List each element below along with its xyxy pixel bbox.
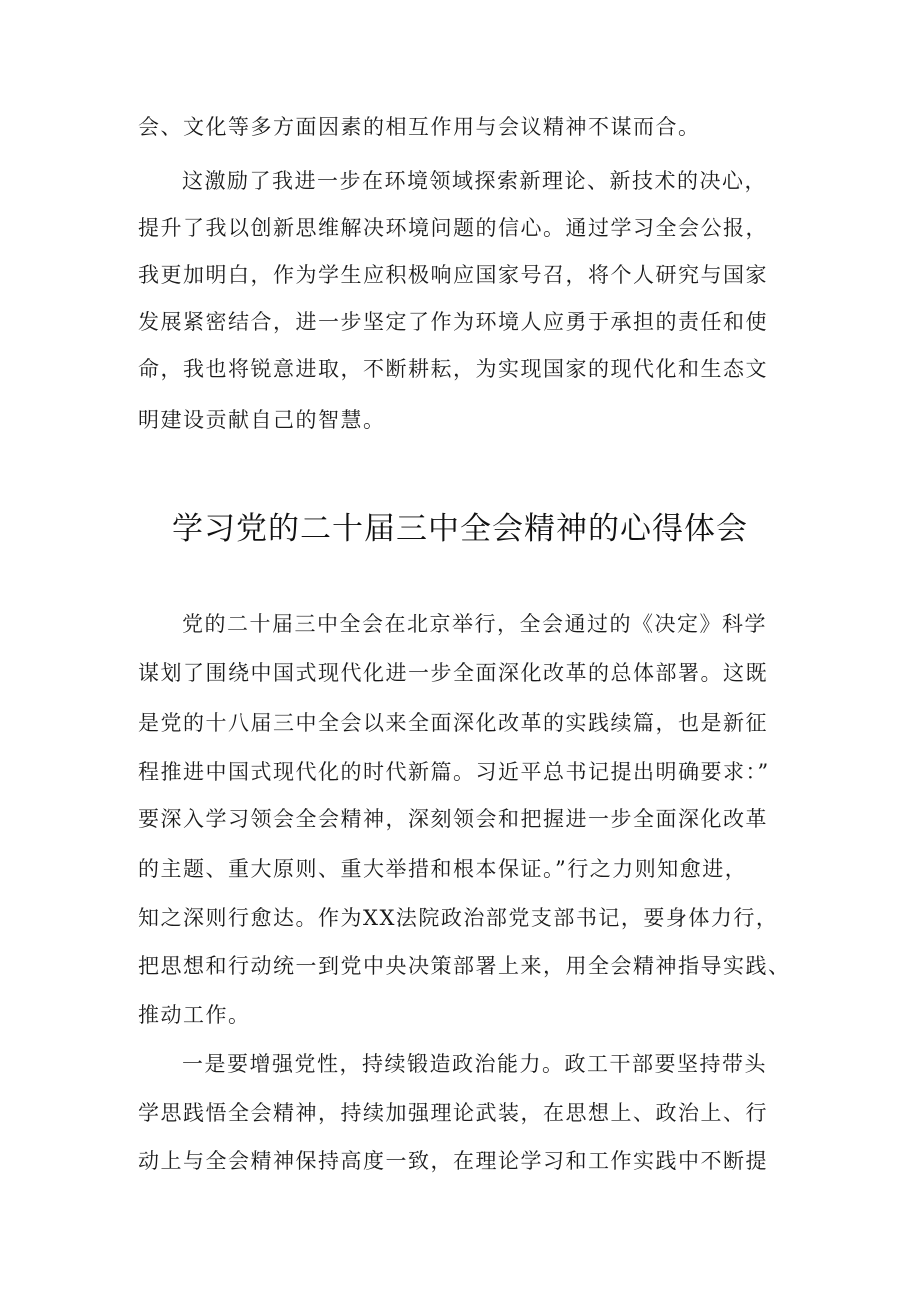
text-line: 发展紧密结合，进一步坚定了作为环境人应勇于承担的责任和使: [138, 310, 768, 334]
text-line: 推动工作。: [138, 1003, 251, 1027]
text-line: 我更加明白，作为学生应积极响应国家号召，将个人研究与国家: [138, 263, 768, 287]
text-line: 学思践悟全会精神，持续加强理论武装，在思想上、政治上、行: [138, 1101, 768, 1125]
text-line: 知之深则行愈达。作为XX法院政治部党支部书记，要身体力行，: [138, 906, 779, 930]
text-line: 这激励了我进一步在环境领域探索新理论、新技术的决心，: [182, 169, 767, 193]
article-title: 学习党的二十届三中全会精神的心得体会: [172, 511, 748, 547]
text-line: 党的二十届三中全会在北京举行，全会通过的《决定》科学: [182, 612, 767, 636]
text-line: 是党的十八届三中全会以来全面深化改革的实践续篇，也是新征: [138, 711, 768, 735]
text-line: 把思想和行动统一到党中央决策部署上来，用全会精神指导实践、: [138, 954, 791, 978]
text-line: 命，我也将锐意进取，不断耕耘，为实现国家的现代化和生态文: [138, 357, 768, 381]
text-line: 要深入学习领会全会精神，深刻领会和把握进一步全面深化改革: [138, 807, 768, 831]
text-line: 谋划了围绕中国式现代化进一步全面深化改革的总体部署。这既: [138, 661, 768, 685]
text-line: 提升了我以创新思维解决环境问题的信心。通过学习全会公报，: [138, 216, 768, 240]
text-line: 的主题、重大原则、重大举措和根本保证。”行之力则知愈进，: [138, 857, 748, 881]
text-line: 明建设贡献自己的智慧。: [138, 408, 386, 432]
text-line: 会、文化等多方面因素的相互作用与会议精神不谋而合。: [138, 115, 701, 139]
text-line: 程推进中国式现代化的时代新篇。习近平总书记提出明确要求：”: [138, 760, 770, 784]
text-line: 动上与全会精神保持高度一致，在理论学习和工作实践中不断提: [138, 1149, 768, 1173]
text-line: 一是要增强党性，持续锻造政治能力。政工干部要坚持带头: [182, 1052, 767, 1076]
